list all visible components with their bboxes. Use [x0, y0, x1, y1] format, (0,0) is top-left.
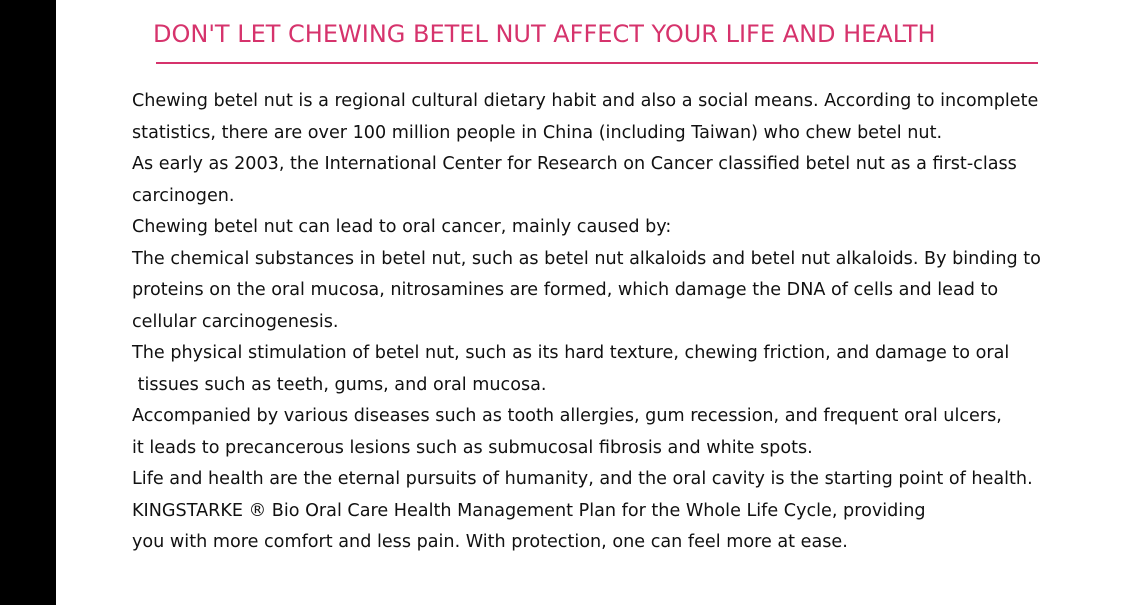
page-title: DON'T LET CHEWING BETEL NUT AFFECT YOUR LIFE AND HEALTH [153, 20, 936, 48]
body-line: KINGSTARKE ® Bio Oral Care Health Management Plan for the Whole Life Cycle, providing [132, 500, 926, 521]
body-line: statistics, there are over 100 million people in China (including Taiwan) who chew betel nut. [132, 122, 943, 143]
body-line: it leads to precancerous lesions such as submucosal fibrosis and white spots. [132, 437, 813, 458]
body-line: proteins on the oral mucosa, nitrosamines are formed, which damage the DNA of cells and lead to [132, 280, 999, 300]
body-line: tissues such as teeth, gums, and oral mucosa. [132, 374, 547, 395]
body-line: Chewing betel nut is a regional cultural dietary habit and also a social means. According to incomplete [132, 91, 1039, 111]
article-body [132, 86, 1122, 559]
body-line: The physical stimulation of betel nut, such as its hard texture, chewing friction, and damage to oral [132, 343, 1010, 363]
body-line: Life and health are the eternal pursuits of humanity, and the oral cavity is the starting point of health. [132, 469, 1033, 489]
body-line: Chewing betel nut can lead to oral cancer, mainly caused by: [132, 217, 672, 237]
body-line: cellular carcinogenesis. [132, 311, 339, 332]
body-line: carcinogen. [132, 185, 235, 206]
title-underline [156, 62, 1038, 64]
body-line: As early as 2003, the International Center for Research on Cancer classified betel nut as a first-class [132, 154, 1017, 174]
body-line: The chemical substances in betel nut, such as betel nut alkaloids and betel nut alkaloids. By binding to [132, 248, 1041, 269]
body-line: Accompanied by various diseases such as tooth allergies, gum recession, and frequent oral ulcers, [132, 406, 1002, 426]
body-line: you with more comfort and less pain. With protection, one can feel more at ease. [132, 532, 848, 552]
left-black-bar [0, 0, 56, 605]
